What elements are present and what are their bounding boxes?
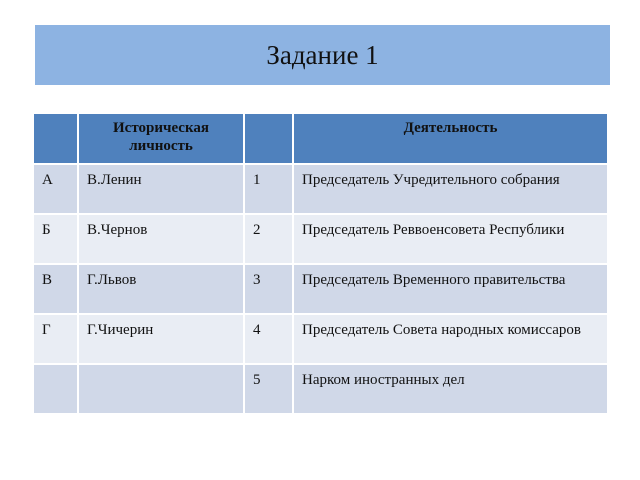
table-row (33, 264, 608, 314)
table-row (33, 164, 608, 214)
header-person: Историческая личность (78, 113, 244, 164)
table-header-row (33, 113, 608, 164)
person-name (78, 364, 244, 414)
row-letter: Б (33, 214, 78, 264)
row-number: 3 (244, 264, 293, 314)
activity: Нарком иностранных дел (293, 364, 608, 414)
activity: Председатель Реввоенсовета Республики (293, 214, 608, 264)
table-row (33, 314, 608, 364)
table-row (33, 214, 608, 264)
slide-title: Задание 1 (35, 25, 610, 85)
row-letter: А (33, 164, 78, 214)
row-letter: Г (33, 314, 78, 364)
person-name: Г.Чичерин (78, 314, 244, 364)
activity: Председатель Временного правительства (293, 264, 608, 314)
table-row (33, 364, 608, 414)
row-number: 5 (244, 364, 293, 414)
person-name: В.Чернов (78, 214, 244, 264)
row-number: 2 (244, 214, 293, 264)
activity: Председатель Совета народных комиссаров (293, 314, 608, 364)
header-activity: Деятельность (293, 113, 608, 164)
activity: Председатель Учредительного собрания (293, 164, 608, 214)
header-letter (33, 113, 78, 164)
row-number: 1 (244, 164, 293, 214)
row-number: 4 (244, 314, 293, 364)
row-letter: В (33, 264, 78, 314)
person-name: В.Ленин (78, 164, 244, 214)
person-name: Г.Львов (78, 264, 244, 314)
row-letter (33, 364, 78, 414)
matching-table (32, 112, 609, 415)
header-number (244, 113, 293, 164)
